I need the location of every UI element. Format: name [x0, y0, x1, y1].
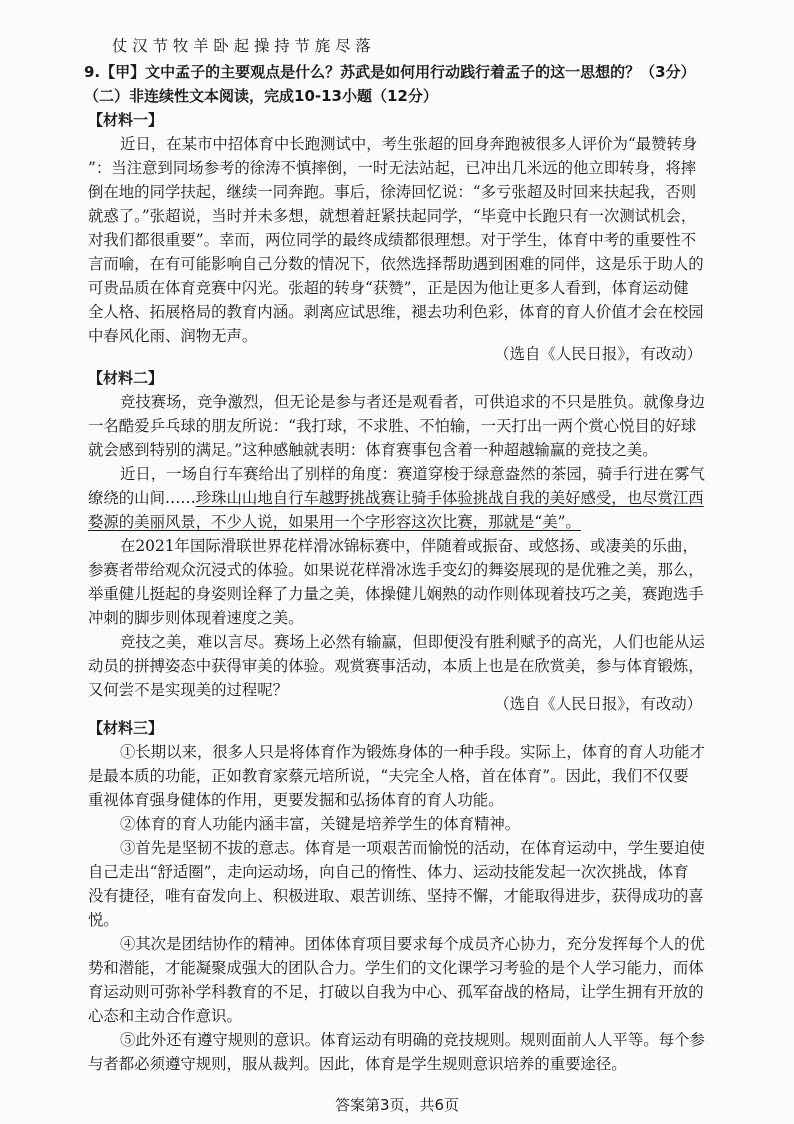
material-2-line: 又何尝不是实现美的过程呢？: [88, 681, 289, 699]
question-9: 9.【甲】文中孟子的主要观点是什么？苏武是如何用行动践行着孟子的这一思想的？（3分）: [84, 63, 696, 81]
material-3-line: 心态和主动合作意识。: [88, 1007, 242, 1025]
material-2-line: 近日，一场自行车赛给出了别样的角度：赛道穿梭于绿意盎然的茶园，骑手行进在雾气: [120, 465, 705, 483]
material-1-line: 全人格、拓展格局的教育内涵。剥离应试思维，褪去功利色彩，体育的育人价值才会在校园: [88, 303, 704, 321]
material-1-line: 就惑了。”张超说，当时并未多想，就想着赶紧扶起同学，“毕竟中长跑只有一次测试机会，: [88, 207, 697, 225]
material-3-line: 没有捷径，唯有奋发向上、积极进取、艰苦训练、坚持不懈，才能取得进步，获得成功的喜: [88, 887, 704, 905]
material-2-heading: 【材料二】: [88, 369, 164, 387]
material-1-line: 近日，在某市中招体育中长跑测试中，考生张超的回身奔跑被很多人评价为“最赞转身: [120, 135, 698, 153]
material-1-heading: 【材料一】: [88, 111, 164, 129]
section-heading: （二）非连续性文本阅读，完成10-13小题（12分）: [84, 87, 438, 105]
material-3-line: ①长期以来，很多人只是将体育作为锻炼身体的一种手段。实际上，体育的育人功能才: [120, 743, 705, 761]
material-2-line: 一名酷爱乒乓球的朋友所说：“我打球，不求胜、不怕输，一天打出一两个赏心悦目的好球: [88, 417, 697, 435]
material-3-line: ②体育的育人功能内涵丰富，关键是培养学生的体育精神。: [120, 815, 521, 833]
material-2-line: [88, 486, 710, 510]
material-3-line: 势和潜能，才能凝聚成强大的团队合力。学生们的文化课学习考验的是个人学习能力，而体: [88, 959, 704, 977]
material-3-line: 育运动则可弥补学科教育的不足，打破以自我为中心、孤军奋战的格局，让学生拥有开放的: [88, 983, 704, 1001]
material-2-line: 动员的拼搏姿态中获得审美的体验。观赏赛事活动，本质上也是在欣赏美，参与体育锻炼，: [88, 657, 704, 675]
material-1-line: ”：当注意到同场参考的徐涛不慎摔倒，一时无法站起，已冲出几米远的他立即转身，将摔: [88, 159, 697, 177]
material-3-line: 自己走出“舒适圈”，走向运动场，向自己的惰性、体力、运动技能发起一次次挑战，体育: [88, 863, 689, 881]
material-3-line: ③首先是坚韧不拔的意志。体育是一项艰苦而愉悦的活动，在体育运动中，学生要迫使: [120, 839, 705, 857]
material-3-line: 是最本质的功能，正如教育家蔡元培所说，“夫完全人格，首在体育”。因此，我们不仅要: [88, 767, 689, 785]
material-1-line: 倒在地的同学扶起，继续一同奔跑。事后，徐涛回忆说：“多亏张超及时回来扶起我，否则: [88, 183, 697, 201]
material-2-source: （选自《人民日报》，有改动）: [494, 695, 702, 713]
material-2-line: 就会感到特别的满足。”这种感触就表明：体育赛事包含着一种超越输赢的竞技之美。: [88, 441, 658, 459]
material-3-line: 重视体育强身健体的作用，更要发掘和弘扬体育的育人功能。: [88, 791, 504, 809]
material-2-line: 竞技之美，难以言尽。赛场上必然有输赢，但即便没有胜利赋予的高光，人们也能从运: [120, 633, 705, 651]
material-1-line: 可贵品质在体育竞赛中闪光。张超的转身“获赞”，正是因为他让更多人看到，体育运动健: [88, 279, 689, 297]
underlined-sentence: 珍珠山山地自行车越野挑战赛让骑手体验挑战自我的美好感受，也尽赏江西: [195, 489, 704, 507]
material-2-line: 参赛者带给观众沉浸式的体验。如果说花样滑冰选手变幻的舞姿展现的是优雅之美，那么，: [88, 561, 704, 579]
material-2-plain-text: 缭绕的山间……: [88, 489, 196, 507]
material-2-line: 竞技赛场，竞争激烈，但无论是参与者还是观看者，可供追求的不只是胜负。就像身边: [120, 393, 705, 411]
top-line: 仗 汉 节 牧 羊 卧 起 操 持 节 旄 尽 落: [112, 37, 371, 55]
material-1-source: （选自《人民日报》，有改动）: [494, 345, 702, 363]
material-3-line: 与者都必须遵守规则，服从裁判。因此，体育是学生规则意识培养的重要途径。: [88, 1055, 627, 1073]
material-1-line: 对我们都很重要”。幸而，两位同学的最终成绩都很理想。对于学生，体育中考的重要性不: [88, 231, 697, 249]
material-1-line: 中春风化雨、润物无声。: [88, 327, 258, 345]
material-3-line: ⑤此外还有遵守规则的意识。体育运动有明确的竞技规则。规则面前人人平等。每个参: [120, 1031, 705, 1049]
page-footer: 答案第3页，共6页: [334, 1096, 460, 1114]
material-3-line: ④其次是团结协作的精神。团体体育项目要求每个成员齐心协力，充分发挥每个人的优: [120, 935, 705, 953]
material-2-line: 在2021年国际滑联世界花样滑冰锦标赛中，伴随着或振奋、或悠扬、或凄美的乐曲，: [120, 537, 698, 555]
material-2-line: 冲刺的脚步则体现着速度之美。: [88, 609, 304, 627]
underlined-sentence: 婺源的美丽风景，不少人说，如果用一个字形容这次比赛，那就是“美”。: [88, 513, 581, 531]
material-1-line: 言而喻，在有可能影响自己分数的情况下，依然选择帮助遇到困难的同伴，这是乐于助人的: [88, 255, 704, 273]
material-3-heading: 【材料三】: [88, 719, 164, 737]
material-3-line: 悦。: [88, 911, 119, 929]
material-2-line: 举重健儿挺起的身姿则诠释了力量之美，体操健儿娴熟的动作则体现着技巧之美，赛跑选手: [88, 585, 704, 603]
material-2-line: [88, 510, 710, 534]
